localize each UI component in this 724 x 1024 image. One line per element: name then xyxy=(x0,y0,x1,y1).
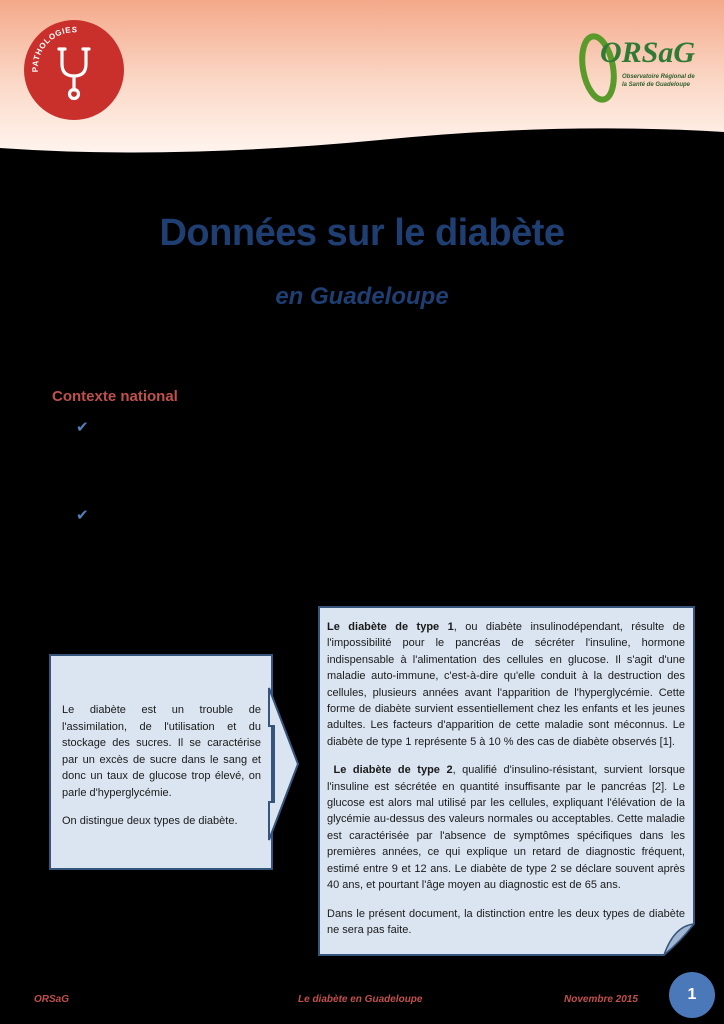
type2-label: Le diabète de type 2 xyxy=(333,764,453,777)
footer-org: ORSaG xyxy=(34,994,70,1005)
orsag-logo xyxy=(578,24,706,108)
type2-text: , qualifié d'insulino-résistant, survient lorsque l'insuline est sécrétée en quantité insuffisante par le pancréas [2]. Le glucose est alors mal utilisé par les cellules, expliquant l'élévation de la glycémie au-dessus des valeurs normales ou acceptables. Cette maladie est caractérisée par l'absence de symptômes spécifiques dans les premières années, ce qui explique un retard de diagnostic fréquent, estimé entre 9 et 12 ans. Le diabète de type 2 se déclare souvent après 40 ans, et pourtant l'âge moyen au diagnostic est de 65 ans. xyxy=(327,764,685,892)
arrow-right-icon xyxy=(268,684,300,844)
page-title: Données sur le diabète xyxy=(159,212,565,254)
types-note-box xyxy=(318,606,695,956)
type1-label: Le diabète de type 1 xyxy=(327,621,454,633)
pathologies-badge xyxy=(24,20,124,120)
badge-label: PATHOLOGIES xyxy=(30,25,78,73)
page-subtitle: en Guadeloupe xyxy=(275,283,449,310)
logo-text: ORSaG xyxy=(600,36,696,69)
definition-paragraph: Le diabète est un trouble de l'assimilation, de l'utilisation et du stockage des sucres. Il se caractérise par un excès de sucre dans le sang et donc un taux de glucose trop élevé, on parle d'hyperglycémie. xyxy=(62,704,261,799)
svg-text:PATHOLOGIES xyxy=(31,25,78,72)
checkmark-icon: ✔ xyxy=(76,507,89,524)
checkmark-icon: ✔ xyxy=(76,419,89,436)
stethoscope-icon xyxy=(59,49,89,99)
footer-title: Le diabète en Guadeloupe xyxy=(298,994,423,1005)
type1-text: , ou diabète insulinodépendant, résulte de l'impossibilité pour le pancréas de sécréter l'insuline, hormone indispensable à l'alimentation des cellules en glucose. Il s'agit d'une maladie auto-immune, c'est-à-dire qu'elle conduit à la destruction des cellules, plusieurs années avant l'apparition de l'hyperglycémie. Cette forme de diabète survient essentiellement chez les enfants et les jeunes adultes. Les facteurs d'apparition de cette maladie sont méconnus. Le diabète de type 1 représente 5 à 10 % des cas de diabète observés [1]. xyxy=(327,621,685,748)
footer-date: Novembre 2015 xyxy=(564,994,638,1005)
logo-caption-line2: la Santé de Guadeloupe xyxy=(622,82,691,88)
distinction-note: Dans le présent document, la distinction entre les deux types de diabète ne sera pas faite. xyxy=(327,907,685,936)
definition-box xyxy=(49,654,273,870)
page-number: 1 xyxy=(669,972,715,1018)
type2-paragraph xyxy=(327,762,685,893)
definition-paragraph: On distingue deux types de diabète. xyxy=(62,815,238,827)
section-heading: Contexte national xyxy=(52,388,178,405)
logo-caption-line1: Observatoire Régional de xyxy=(622,74,695,80)
type1-paragraph xyxy=(327,619,685,750)
